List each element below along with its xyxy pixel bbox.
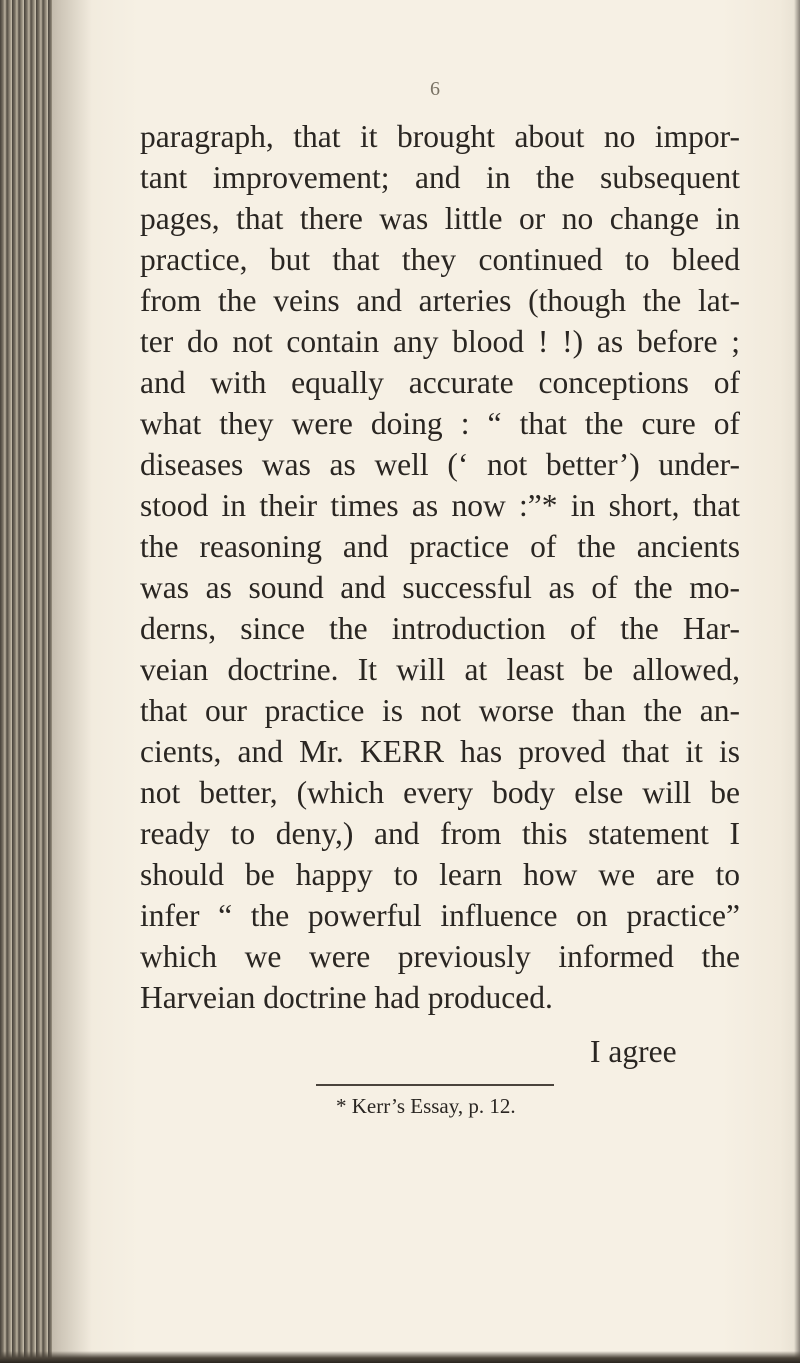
text-line: that our practice is not worse than the an- xyxy=(140,693,740,728)
text-line: practice, but that they continued to bleed xyxy=(140,242,740,277)
text-line: cients, and Mr. KERR has proved that it is xyxy=(140,734,740,769)
page-number: 6 xyxy=(430,78,440,100)
text-line: stood in their times as now :”* in short, that xyxy=(140,488,740,523)
text-line: should be happy to learn how we are to xyxy=(140,857,740,892)
text-line: was as sound and successful as of the mo- xyxy=(140,570,740,605)
text-line: veian doctrine. It will at least be allowed, xyxy=(140,652,740,687)
text-line: which we were previously informed the xyxy=(140,939,740,974)
footnote: * Kerr’s Essay, p. 12. xyxy=(336,1094,516,1118)
text-line: infer “ the powerful influence on practice” xyxy=(140,898,740,933)
text-line: not better, (which every body else will be xyxy=(140,775,740,810)
text-line: derns, since the introduction of the Har- xyxy=(140,611,740,646)
book-binding xyxy=(0,0,52,1363)
page-edge-right xyxy=(794,0,800,1363)
catchword: I agree xyxy=(590,1034,677,1069)
page-edge-bottom xyxy=(0,1351,800,1363)
text-line: the reasoning and practice of the ancients xyxy=(140,529,740,564)
gutter-shadow xyxy=(52,0,92,1363)
text-line: tant improvement; and in the subsequent xyxy=(140,160,740,195)
footnote-rule xyxy=(316,1084,554,1086)
text-line: ter do not contain any blood ! !) as before ; xyxy=(140,324,740,359)
text-line: Harveian doctrine had produced. xyxy=(140,980,553,1015)
text-line: diseases was as well (‘ not better’) under- xyxy=(140,447,740,482)
text-line: paragraph, that it brought about no impor- xyxy=(140,119,740,154)
text-line: what they were doing : “ that the cure of xyxy=(140,406,740,441)
body-text xyxy=(140,116,740,1018)
text-line: ready to deny,) and from this statement I xyxy=(140,816,740,851)
text-line: from the veins and arteries (though the lat- xyxy=(140,283,740,318)
text-line: and with equally accurate conceptions of xyxy=(140,365,740,400)
text-line: pages, that there was little or no change in xyxy=(140,201,740,236)
